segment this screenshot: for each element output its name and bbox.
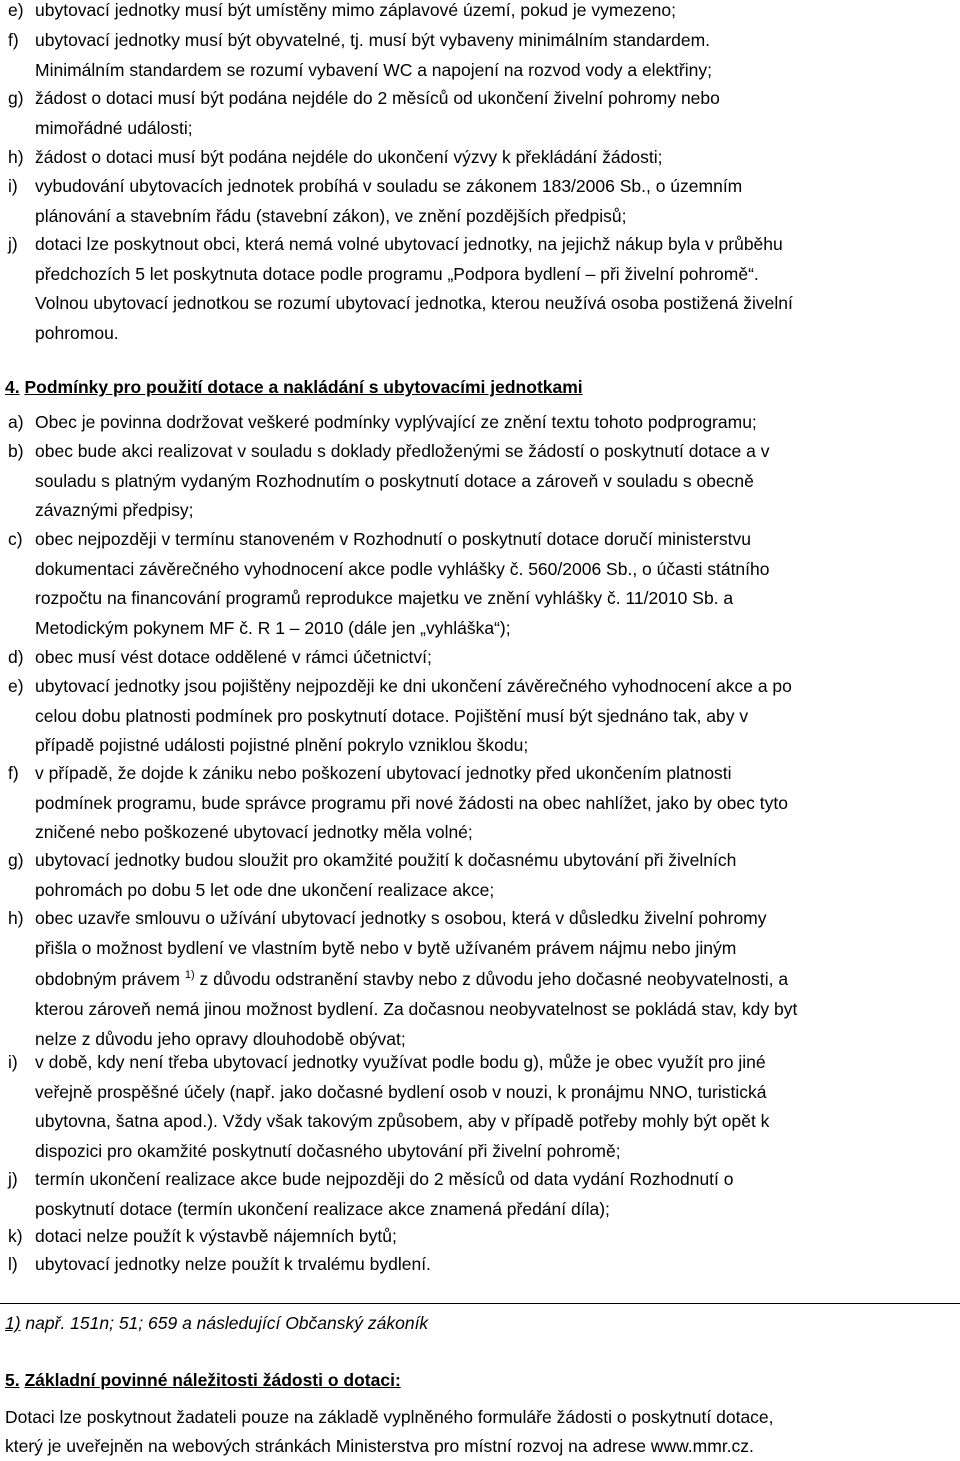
list-item-text: ubytovací jednotky musí být umístěny mimo záplavové území, pokud je vymezeno; (35, 0, 676, 20)
list-item-text: žádost o dotaci musí být podána nejdéle do 2 měsíců od ukončení živelní pohromy nebo (35, 88, 720, 108)
list-item-text: ubytovací jednotky nelze použít k trvalému bydlení. (35, 1254, 431, 1274)
list-item-text: vybudování ubytovacích jednotek probíhá v souladu se zákonem 183/2006 Sb., o územním (35, 176, 743, 196)
paragraph (5, 1403, 952, 1461)
list-item (8, 846, 952, 905)
list-item-text: předchozích 5 let poskytnuta dotace podle programu „Podpora bydlení – při živelní pohromě“. (35, 263, 759, 284)
footnote-divider (0, 1303, 960, 1304)
section-number: 4. (5, 377, 20, 397)
list-marker: j) (8, 234, 18, 254)
list-item-text: plánování a stavebním řádu (stavební zákon), ve znění pozdějších předpisů; (35, 205, 627, 226)
list-item-text: mimořádné události; (35, 117, 193, 138)
list-item-text: ubytovna, šatna apod.). Vždy však takovým způsobem, aby v případě potřeby mohly být opět k (35, 1111, 770, 1131)
list-item (8, 143, 952, 173)
list-item (8, 408, 952, 438)
list-item-text: souladu s platným vydaným Rozhodnutím o poskytnutí dotace a zároveň v souladu s obecně (35, 470, 754, 491)
list-marker: h) (8, 908, 24, 928)
list-marker: g) (8, 850, 24, 870)
list-marker: j) (8, 1169, 18, 1189)
list-item (8, 643, 952, 673)
list-item-text: dokumentaci závěrečného vyhodnocení akce podle vyhlášky č. 560/2006 Sb., o účasti státního (35, 558, 770, 579)
list-item-text: případě pojistné události pojistné plnění pokrylo vzniklou škodu; (35, 735, 529, 755)
list-item-text: žádost o dotaci musí být podána nejdéle do ukončení výzvy k překládání žádosti; (35, 147, 663, 167)
list-item-text: dotaci lze poskytnout obci, která nemá volné ubytovací jednotky, na jejichž nákup byla v průběhu (35, 234, 783, 254)
list-item (8, 904, 952, 1054)
list-item-text: Obec je povinna dodržovat veškeré podmínky vyplývající ze znění textu tohoto podprogramu; (35, 412, 757, 432)
list-item (8, 525, 952, 643)
list-item-text: ubytovací jednotky musí být obyvatelné, tj. musí být vybaveny minimálním standardem. (35, 30, 711, 50)
list-item-text: veřejně prospěšné účely (např. jako dočasné bydlení osob v nouzi, k pronájmu NNO, turistická (35, 1081, 767, 1102)
footnote-marker: 1) (5, 1313, 21, 1333)
list-marker: i) (8, 176, 18, 196)
list-item-text: rozpočtu na financování programů reprodukce majetku ve znění vyhlášky č. 11/2010 Sb. a (35, 588, 734, 608)
list-marker: f) (8, 30, 19, 50)
list-marker: h) (8, 147, 24, 167)
list-marker: a) (8, 412, 24, 432)
paragraph-line: Dotaci lze poskytnout žadateli pouze na základě vyplněného formuláře žádosti o poskytnutí dotace, (5, 1407, 774, 1427)
section-heading (5, 372, 583, 402)
section-title: Základní povinné náležitosti žádosti o dotaci: (24, 1370, 401, 1390)
list-item-text: v době, kdy není třeba ubytovací jednotky využívat podle bodu g), může je obec využít pro jiné (35, 1052, 766, 1072)
list-item (8, 1165, 952, 1224)
list-marker: e) (8, 0, 24, 20)
list-item-text: obec musí vést dotace oddělené v rámci účetnictví; (35, 647, 432, 667)
section-title: Podmínky pro použití dotace a nakládání s ubytovacími jednotkami (24, 377, 583, 397)
list-item-text-part: z důvodu odstranění stavby nebo z důvodu jeho dočasné neobyvatelnosti, a (194, 969, 789, 989)
paragraph-line: který je uveřejněn na webových stránkách Ministerstva pro místní rozvoj na adrese www.mmr.cz. (5, 1436, 754, 1456)
list-item-text: kterou zároveň nemá jinou možnost bydlení. Za dočasnou neobyvatelnost se pokládá stav, kdy byt (35, 999, 798, 1019)
list-item-text: termín ukončení realizace akce bude nejpozději do 2 měsíců od data vydání Rozhodnutí o (35, 1169, 734, 1189)
list-item-text: ubytovací jednotky jsou pojištěny nejpozději ke dni ukončení závěrečného vyhodnocení akce a po (35, 676, 792, 696)
list-item (8, 0, 952, 26)
list-item (8, 230, 952, 348)
list-marker: b) (8, 441, 24, 461)
list-item-text: zničené nebo poškozené ubytovací jednotky měla volné; (35, 822, 473, 842)
list-item-text: dispozici pro okamžité poskytnutí dočasného ubytování při živelní pohromě; (35, 1140, 621, 1161)
list-item (8, 759, 952, 848)
footnote-text: např. 151n; 51; 659 a následující Občanský zákoník (20, 1313, 429, 1333)
list-item (8, 26, 952, 85)
list-item-text: ubytovací jednotky budou sloužit pro okamžité použití k dočasnému ubytování při živelních (35, 850, 737, 870)
list-item-text: pohromou. (35, 322, 119, 343)
list-marker: i) (8, 1052, 18, 1072)
list-marker: c) (8, 529, 23, 549)
list-marker: d) (8, 647, 24, 667)
list-item-text: celou dobu platnosti podmínek pro poskytnutí dotace. Pojištění musí být sjednáno tak, aby v (35, 705, 749, 726)
list-marker: e) (8, 676, 24, 696)
list-item-text: pohromách po dobu 5 let ode dne ukončení realizace akce; (35, 879, 495, 900)
list-item (8, 1250, 952, 1280)
list-item (8, 1048, 952, 1166)
list-item-text: Volnou ubytovací jednotkou se rozumí ubytovací jednotka, kterou neužívá osoba postižená živelní (35, 293, 793, 313)
list-marker: g) (8, 88, 24, 108)
list-item-text: Minimálním standardem se rozumí vybavení WC a napojení na rozvod vody a elektřiny; (35, 59, 712, 80)
section-number: 5. (5, 1370, 20, 1390)
list-item (8, 1222, 952, 1252)
list-item (8, 84, 952, 143)
list-item (8, 172, 952, 231)
list-item-text: obec uzavře smlouvu o užívání ubytovací jednotky s osobou, která v důsledku živelní pohromy (35, 908, 767, 928)
list-item (8, 672, 952, 761)
list-marker: l) (8, 1254, 18, 1274)
footnote (5, 1309, 428, 1338)
list-item-text: obec nejpozději v termínu stanoveném v Rozhodnutí o poskytnutí dotace doručí ministerstvu (35, 529, 751, 549)
list-item-text (35, 963, 952, 995)
list-item-text: Metodickým pokynem MF č. R 1 – 2010 (dále jen „vyhláška“); (35, 617, 511, 638)
list-item-text: dotaci nelze použít k výstavbě nájemních bytů; (35, 1226, 397, 1246)
list-item-text: závaznými předpisy; (35, 500, 194, 520)
list-item-text: poskytnutí dotace (termín ukončení realizace akce znamená předání díla); (35, 1198, 610, 1219)
list-marker: f) (8, 763, 19, 783)
list-item (8, 437, 952, 526)
list-marker: k) (8, 1226, 23, 1246)
list-item-text: obec bude akci realizovat v souladu s doklady předloženými se žádostí o poskytnutí dotace a v (35, 441, 770, 461)
list-item-text: v případě, že dojde k zániku nebo poškození ubytovací jednotky před ukončením platnosti (35, 763, 732, 783)
section-heading (5, 1365, 401, 1395)
footnote-reference: 1) (184, 969, 195, 982)
list-item-text-part: obdobným právem (35, 969, 180, 989)
list-item-text: podmínek programu, bude správce programu při nové žádosti na obec nahlížet, jako by obec tyto (35, 792, 788, 813)
list-item-text: přišla o možnost bydlení ve vlastním bytě nebo v bytě užívaném právem nájmu nebo jiným (35, 937, 737, 958)
list-item-text: nelze z důvodu jeho opravy dlouhodobě obývat; (35, 1028, 406, 1049)
